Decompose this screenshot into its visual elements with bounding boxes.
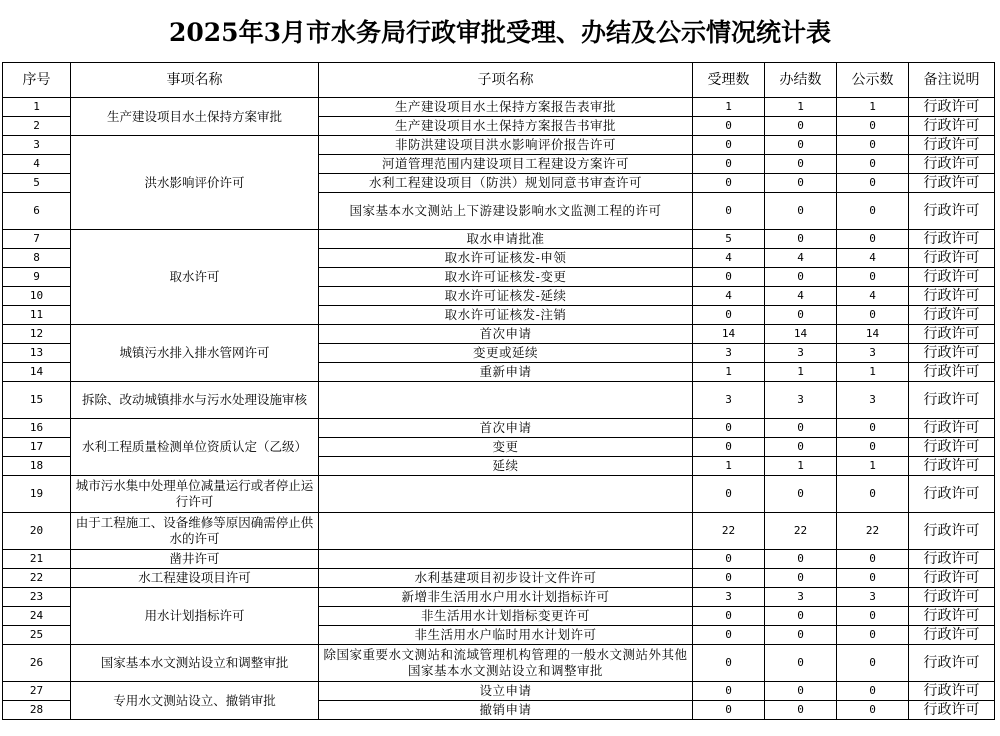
- accepted-count-cell: 0: [693, 607, 765, 626]
- row-number-cell: 10: [3, 287, 71, 306]
- remark-cell: 行政许可: [909, 193, 995, 230]
- completed-count-cell: 4: [765, 287, 837, 306]
- item-name-cell: 取水许可: [71, 230, 319, 325]
- completed-count-cell: 3: [765, 382, 837, 419]
- published-count-cell: 0: [837, 550, 909, 569]
- row-number-cell: 3: [3, 136, 71, 155]
- sub-item-cell: 水利工程建设项目（防洪）规划同意书审查许可: [319, 174, 693, 193]
- accepted-count-cell: 1: [693, 98, 765, 117]
- row-number-cell: 4: [3, 155, 71, 174]
- sub-item-cell: 非生活用水户临时用水计划许可: [319, 626, 693, 645]
- row-number-cell: 16: [3, 419, 71, 438]
- item-name-cell: 用水计划指标许可: [71, 588, 319, 645]
- accepted-count-cell: 0: [693, 268, 765, 287]
- table-row: [3, 476, 995, 513]
- accepted-count-cell: 0: [693, 193, 765, 230]
- completed-count-cell: 3: [765, 344, 837, 363]
- item-name-cell: 洪水影响评价许可: [71, 136, 319, 230]
- completed-count-cell: 0: [765, 476, 837, 513]
- accepted-count-cell: 1: [693, 457, 765, 476]
- completed-count-cell: 0: [765, 701, 837, 720]
- published-count-cell: 0: [837, 701, 909, 720]
- remark-cell: 行政许可: [909, 382, 995, 419]
- completed-count-cell: 0: [765, 306, 837, 325]
- sub-item-cell: [319, 476, 693, 513]
- header-cell: 办结数: [765, 63, 837, 98]
- sub-item-cell: 取水许可证核发-申领: [319, 249, 693, 268]
- completed-count-cell: 0: [765, 682, 837, 701]
- accepted-count-cell: 0: [693, 626, 765, 645]
- header-cell: 事项名称: [71, 63, 319, 98]
- accepted-count-cell: 1: [693, 363, 765, 382]
- table-row: [3, 230, 995, 249]
- row-number-cell: 13: [3, 344, 71, 363]
- sub-item-cell: 生产建设项目水土保持方案报告表审批: [319, 98, 693, 117]
- accepted-count-cell: 0: [693, 306, 765, 325]
- accepted-count-cell: 3: [693, 382, 765, 419]
- sub-item-cell: 撤销申请: [319, 701, 693, 720]
- row-number-cell: 9: [3, 268, 71, 287]
- remark-cell: 行政许可: [909, 645, 995, 682]
- sub-item-cell: 取水许可证核发-延续: [319, 287, 693, 306]
- published-count-cell: 1: [837, 363, 909, 382]
- remark-cell: 行政许可: [909, 155, 995, 174]
- remark-cell: 行政许可: [909, 363, 995, 382]
- sub-item-cell: 设立申请: [319, 682, 693, 701]
- row-number-cell: 15: [3, 382, 71, 419]
- table-row: [3, 98, 995, 117]
- remark-cell: 行政许可: [909, 588, 995, 607]
- accepted-count-cell: 3: [693, 588, 765, 607]
- accepted-count-cell: 0: [693, 419, 765, 438]
- table-row: [3, 588, 995, 607]
- row-number-cell: 20: [3, 513, 71, 550]
- accepted-count-cell: 4: [693, 287, 765, 306]
- table-row: [3, 382, 995, 419]
- published-count-cell: 0: [837, 645, 909, 682]
- accepted-count-cell: 5: [693, 230, 765, 249]
- table-row: [3, 682, 995, 701]
- completed-count-cell: 0: [765, 193, 837, 230]
- completed-count-cell: 1: [765, 98, 837, 117]
- completed-count-cell: 22: [765, 513, 837, 550]
- header-cell: 备注说明: [909, 63, 995, 98]
- accepted-count-cell: 0: [693, 701, 765, 720]
- accepted-count-cell: 22: [693, 513, 765, 550]
- remark-cell: 行政许可: [909, 174, 995, 193]
- statistics-table: [2, 62, 995, 720]
- row-number-cell: 19: [3, 476, 71, 513]
- accepted-count-cell: 0: [693, 174, 765, 193]
- remark-cell: 行政许可: [909, 513, 995, 550]
- sub-item-cell: 取水申请批准: [319, 230, 693, 249]
- row-number-cell: 17: [3, 438, 71, 457]
- remark-cell: 行政许可: [909, 230, 995, 249]
- row-number-cell: 1: [3, 98, 71, 117]
- completed-count-cell: 0: [765, 230, 837, 249]
- header-cell: 受理数: [693, 63, 765, 98]
- item-name-cell: 拆除、改动城镇排水与污水处理设施审核: [71, 382, 319, 419]
- accepted-count-cell: 0: [693, 476, 765, 513]
- sub-item-cell: [319, 382, 693, 419]
- sub-item-cell: 首次申请: [319, 325, 693, 344]
- row-number-cell: 7: [3, 230, 71, 249]
- completed-count-cell: 0: [765, 174, 837, 193]
- accepted-count-cell: 14: [693, 325, 765, 344]
- table-row: [3, 645, 995, 682]
- sub-item-cell: 生产建设项目水土保持方案报告书审批: [319, 117, 693, 136]
- completed-count-cell: 1: [765, 457, 837, 476]
- completed-count-cell: 0: [765, 155, 837, 174]
- row-number-cell: 12: [3, 325, 71, 344]
- item-name-cell: 专用水文测站设立、撤销审批: [71, 682, 319, 720]
- remark-cell: 行政许可: [909, 682, 995, 701]
- published-count-cell: 0: [837, 136, 909, 155]
- sub-item-cell: [319, 513, 693, 550]
- published-count-cell: 4: [837, 249, 909, 268]
- remark-cell: 行政许可: [909, 117, 995, 136]
- remark-cell: 行政许可: [909, 626, 995, 645]
- sub-item-cell: 变更: [319, 438, 693, 457]
- published-count-cell: 3: [837, 344, 909, 363]
- published-count-cell: 3: [837, 588, 909, 607]
- accepted-count-cell: 0: [693, 117, 765, 136]
- row-number-cell: 24: [3, 607, 71, 626]
- row-number-cell: 6: [3, 193, 71, 230]
- remark-cell: 行政许可: [909, 701, 995, 720]
- sub-item-cell: 河道管理范围内建设项目工程建设方案许可: [319, 155, 693, 174]
- published-count-cell: 0: [837, 438, 909, 457]
- remark-cell: 行政许可: [909, 607, 995, 626]
- accepted-count-cell: 0: [693, 569, 765, 588]
- remark-cell: 行政许可: [909, 457, 995, 476]
- sub-item-cell: 除国家重要水文测站和流域管理机构管理的一般水文测站外其他国家基本水文测站设立和调整审批: [319, 645, 693, 682]
- published-count-cell: 3: [837, 382, 909, 419]
- remark-cell: 行政许可: [909, 476, 995, 513]
- published-count-cell: 1: [837, 98, 909, 117]
- row-number-cell: 21: [3, 550, 71, 569]
- row-number-cell: 11: [3, 306, 71, 325]
- row-number-cell: 5: [3, 174, 71, 193]
- remark-cell: 行政许可: [909, 419, 995, 438]
- sub-item-cell: 新增非生活用水户用水计划指标许可: [319, 588, 693, 607]
- accepted-count-cell: 0: [693, 136, 765, 155]
- published-count-cell: 0: [837, 174, 909, 193]
- accepted-count-cell: 0: [693, 155, 765, 174]
- published-count-cell: 4: [837, 287, 909, 306]
- header-cell: 公示数: [837, 63, 909, 98]
- completed-count-cell: 0: [765, 550, 837, 569]
- table-row: [3, 419, 995, 438]
- row-number-cell: 22: [3, 569, 71, 588]
- accepted-count-cell: 4: [693, 249, 765, 268]
- published-count-cell: 0: [837, 306, 909, 325]
- completed-count-cell: 0: [765, 136, 837, 155]
- row-number-cell: 26: [3, 645, 71, 682]
- item-name-cell: 水工程建设项目许可: [71, 569, 319, 588]
- item-name-cell: 城镇污水排入排水管网许可: [71, 325, 319, 382]
- item-name-cell: 国家基本水文测站设立和调整审批: [71, 645, 319, 682]
- published-count-cell: 0: [837, 569, 909, 588]
- sub-item-cell: 非生活用水计划指标变更许可: [319, 607, 693, 626]
- sub-item-cell: 变更或延续: [319, 344, 693, 363]
- published-count-cell: 0: [837, 419, 909, 438]
- table-row: [3, 550, 995, 569]
- published-count-cell: 1: [837, 457, 909, 476]
- table-row: [3, 513, 995, 550]
- published-count-cell: 0: [837, 230, 909, 249]
- completed-count-cell: 4: [765, 249, 837, 268]
- published-count-cell: 0: [837, 682, 909, 701]
- remark-cell: 行政许可: [909, 306, 995, 325]
- completed-count-cell: 0: [765, 438, 837, 457]
- remark-cell: 行政许可: [909, 98, 995, 117]
- published-count-cell: 22: [837, 513, 909, 550]
- row-number-cell: 28: [3, 701, 71, 720]
- sub-item-cell: 重新申请: [319, 363, 693, 382]
- row-number-cell: 25: [3, 626, 71, 645]
- remark-cell: 行政许可: [909, 438, 995, 457]
- accepted-count-cell: 0: [693, 682, 765, 701]
- completed-count-cell: 3: [765, 588, 837, 607]
- sub-item-cell: 取水许可证核发-注销: [319, 306, 693, 325]
- published-count-cell: 0: [837, 476, 909, 513]
- published-count-cell: 0: [837, 155, 909, 174]
- sub-item-cell: 非防洪建设项目洪水影响评价报告许可: [319, 136, 693, 155]
- sub-item-cell: 国家基本水文测站上下游建设影响水文监测工程的许可: [319, 193, 693, 230]
- published-count-cell: 0: [837, 607, 909, 626]
- header-cell: 子项名称: [319, 63, 693, 98]
- sub-item-cell: 首次申请: [319, 419, 693, 438]
- sub-item-cell: 取水许可证核发-变更: [319, 268, 693, 287]
- item-name-cell: 由于工程施工、设备维修等原因确需停止供水的许可: [71, 513, 319, 550]
- sub-item-cell: 延续: [319, 457, 693, 476]
- remark-cell: 行政许可: [909, 136, 995, 155]
- published-count-cell: 0: [837, 626, 909, 645]
- remark-cell: 行政许可: [909, 268, 995, 287]
- page-title: 2025年3月市水务局行政审批受理、办结及公示情况统计表: [169, 18, 831, 47]
- header-cell: 序号: [3, 63, 71, 98]
- sub-item-cell: 水利基建项目初步设计文件许可: [319, 569, 693, 588]
- table-body: [3, 98, 995, 720]
- completed-count-cell: 0: [765, 607, 837, 626]
- published-count-cell: 14: [837, 325, 909, 344]
- table-row: [3, 325, 995, 344]
- published-count-cell: 0: [837, 193, 909, 230]
- published-count-cell: 0: [837, 117, 909, 136]
- completed-count-cell: 14: [765, 325, 837, 344]
- row-number-cell: 8: [3, 249, 71, 268]
- completed-count-cell: 0: [765, 419, 837, 438]
- sub-item-cell: [319, 550, 693, 569]
- row-number-cell: 27: [3, 682, 71, 701]
- completed-count-cell: 0: [765, 117, 837, 136]
- remark-cell: 行政许可: [909, 325, 995, 344]
- published-count-cell: 0: [837, 268, 909, 287]
- item-name-cell: 城市污水集中处理单位减量运行或者停止运行许可: [71, 476, 319, 513]
- item-name-cell: 凿井许可: [71, 550, 319, 569]
- row-number-cell: 2: [3, 117, 71, 136]
- accepted-count-cell: 0: [693, 438, 765, 457]
- table-row: [3, 569, 995, 588]
- completed-count-cell: 0: [765, 569, 837, 588]
- accepted-count-cell: 0: [693, 645, 765, 682]
- row-number-cell: 18: [3, 457, 71, 476]
- remark-cell: 行政许可: [909, 344, 995, 363]
- remark-cell: 行政许可: [909, 287, 995, 306]
- remark-cell: 行政许可: [909, 249, 995, 268]
- remark-cell: 行政许可: [909, 569, 995, 588]
- accepted-count-cell: 3: [693, 344, 765, 363]
- row-number-cell: 23: [3, 588, 71, 607]
- item-name-cell: 生产建设项目水土保持方案审批: [71, 98, 319, 136]
- completed-count-cell: 1: [765, 363, 837, 382]
- completed-count-cell: 0: [765, 626, 837, 645]
- row-number-cell: 14: [3, 363, 71, 382]
- completed-count-cell: 0: [765, 268, 837, 287]
- remark-cell: 行政许可: [909, 550, 995, 569]
- item-name-cell: 水利工程质量检测单位资质认定（乙级）: [71, 419, 319, 476]
- accepted-count-cell: 0: [693, 550, 765, 569]
- header-row: [3, 63, 995, 98]
- table-row: [3, 136, 995, 155]
- completed-count-cell: 0: [765, 645, 837, 682]
